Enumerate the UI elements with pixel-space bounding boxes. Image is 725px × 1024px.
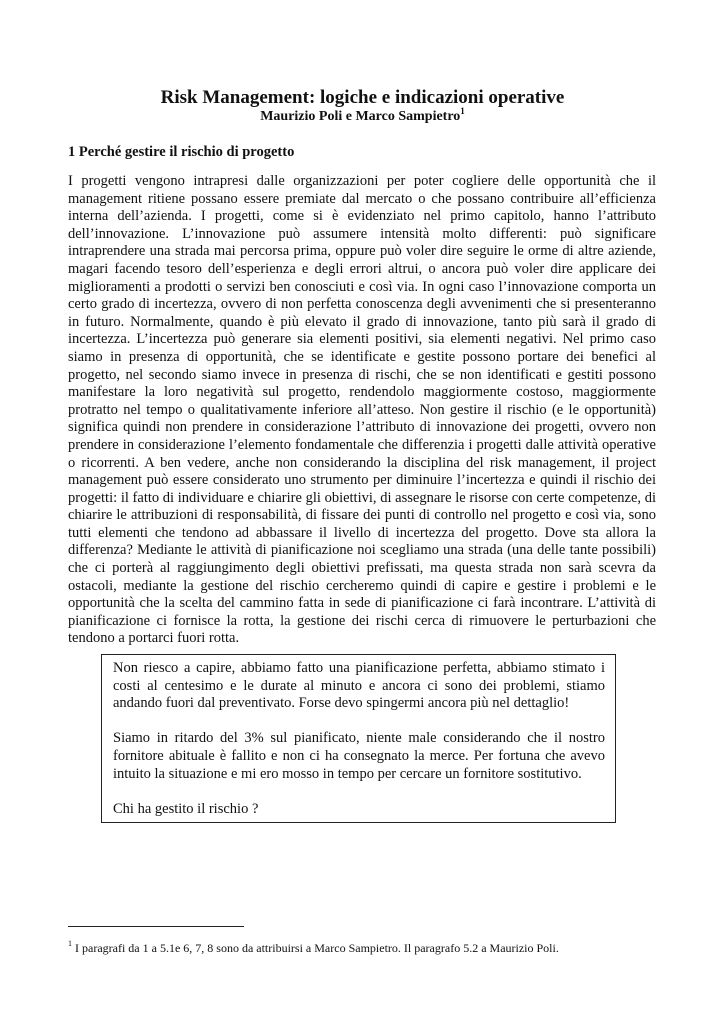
footnote-mark: 1 bbox=[68, 939, 72, 948]
example-box bbox=[101, 654, 616, 823]
footnote-text: I paragrafi da 1 a 5.1e 6, 7, 8 sono da attribuirsi a Marco Sampietro. Il paragrafo 5.2 a Maurizio Poli. bbox=[72, 941, 559, 955]
document-title: Risk Management: logiche e indicazioni operative bbox=[160, 87, 565, 108]
section-heading: 1 Perché gestire il rischio di progetto bbox=[68, 144, 295, 160]
box-paragraph-1: Non riesco a capire, abbiamo fatto una pianificazione perfetta, abbiamo stimato i costi al centesimo e le durate al minuto e ancora ci sono dei problemi, stiamo andando fuori dal preventivato. Forse devo spingermi ancora più nel dettaglio! bbox=[113, 660, 605, 712]
author-names: Maurizio Poli e Marco Sampietro bbox=[260, 109, 461, 124]
box-paragraph-2: Siamo in ritardo del 3% sul pianificato, niente male considerando che il nostro fornitore abituale è fallito e non ci ha consegnato la merce. Per fortuna che avevo intuito la situazione e mi ero mosso in tempo per cercare un fornitore sostitutivo. bbox=[113, 730, 605, 782]
author-footnote-mark: 1 bbox=[460, 106, 465, 116]
box-paragraph-3: Chi ha gestito il rischio ? bbox=[113, 800, 259, 817]
footnote-divider bbox=[68, 926, 244, 927]
authors-line bbox=[0, 108, 725, 126]
section-body bbox=[68, 173, 656, 648]
body-paragraph: I progetti vengono intrapresi dalle organizzazioni per poter cogliere delle opportunità che il management ritiene possano essere premiate dal mercato o che possano contribuire all’efficienza interna dell’azienda. I progetti, come si è evidenziato nel primo capitolo, hanno l’attributo dell’innovazione. L’innovazione può assumere intensità molto differenti: può significare intraprendere una strada mai percorsa prima, oppure può voler dire seguire le orme di altre aziende, magari facendo tesoro dell’esperienza e degli errori altrui, o ancora può voler dire applicare dei miglioramenti a prodotti o servizi ben conosciuti e così via. In ogni caso l’innovazione comporta un certo grado di incertezza, ovvero di non perfetta conoscenza degli avvenimenti che si presenteranno in futuro. Normalmente, quando è più elevato il grado di innovazione, tanto più sarà il grado di incertezza. L’incertezza può generare sia elementi positivi, sia elementi negativi. Nel primo caso siamo in presenza di opportunità, che se identificate e gestite possono portare dei benefici al progetto, nel secondo siamo invece in presenza di rischi, che se non identificati e gestiti possono manifestare la loro negatività sul progetto, rendendolo maggiormente costoso, maggiormente protratto nel tempo o qualitativamente inferiore all’atteso. Non gestire il rischio (e le opportunità) significa quindi non prendere in considerazione l’attributo di innovazione dei progetti, ovvero non prendere in considerazione l’elemento fondamentale che differenzia i progetti dalle attività operative o ricorrenti. A ben vedere, anche non considerando la disciplina del risk management, il project management può essere considerato uno strumento per diminuire l’incertezza e quindi il rischio dei progetti: il fatto di individuare e chiarire gli obiettivi, di assegnare le risorse con certe competenze, di chiarire le attribuzioni di responsabilità, di fissare dei punti di controllo nel progetto e così via, sono tutti elementi che tendono ad abbassare il livello di incertezza del progetto. Dove sta allora la differenza? Mediante le attività di pianificazione noi scegliamo una strada (una delle tante possibili) che ci porterà al raggiungimento degli obiettivi prefissati, ma questa strada non sarà scevra da ostacoli, mediante la gestione del rischio cercheremo quindi di capire e gestire i problemi e le opportunità che la scelta del cammino fatta in sede di pianificazione ci farà incontrare. L’attività di pianificazione ci fornisce la rotta, la gestione dei rischi cerca di rimuovere le perturbazioni che tendono a portarci fuori rotta. bbox=[68, 173, 656, 647]
footnote bbox=[68, 941, 668, 956]
